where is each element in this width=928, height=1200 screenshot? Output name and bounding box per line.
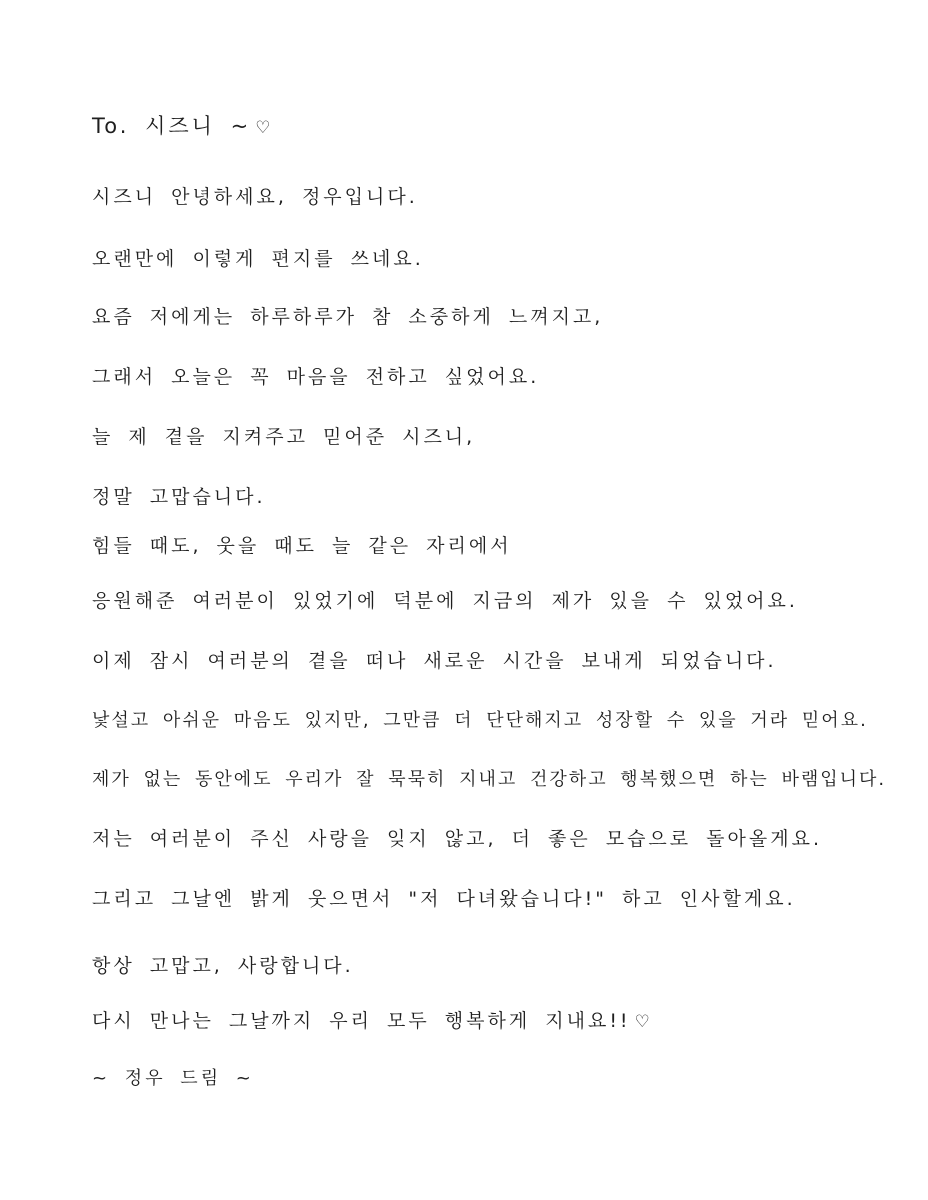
letter-line: 그래서 오늘은 꼭 마음을 전하고 싶었어요. bbox=[92, 366, 540, 388]
letter-line: 제가 없는 동안에도 우리가 잘 묵묵히 지내고 건강하고 행복했으면 하는 바램입니다. bbox=[92, 769, 887, 790]
letter-line: 저는 여러분이 주신 사랑을 잊지 않고, 더 좋은 모습으로 돌아올게요. bbox=[92, 828, 822, 850]
greeting-text: To. 시즈니 ~ bbox=[92, 114, 252, 138]
letter-line: 그리고 그날엔 밝게 웃으면서 "저 다녀왔습니다!" 하고 인사할게요. bbox=[92, 888, 796, 910]
heart-icon: ♡ bbox=[634, 1012, 653, 1032]
heart-icon: ♡ bbox=[255, 118, 274, 138]
letter-line: 항상 고맙고, 사랑합니다. bbox=[92, 955, 354, 977]
letter-line: 힘들 때도, 웃을 때도 늘 같은 자리에서 bbox=[92, 535, 512, 557]
letter-line: 이제 잠시 여러분의 곁을 떠나 새로운 시간을 보내게 되었습니다. bbox=[92, 650, 777, 672]
letter-line: 낯설고 아쉬운 마음도 있지만, 그만큼 더 단단해지고 성장할 수 있을 거라 믿어요. bbox=[92, 710, 868, 731]
letter-line: 오랜만에 이렇게 편지를 쓰네요. bbox=[92, 248, 424, 270]
closing-line bbox=[92, 1012, 653, 1031]
letter-line: 응원해준 여러분이 있었기에 덕분에 지금의 제가 있을 수 있었어요. bbox=[92, 590, 798, 612]
greeting-line bbox=[92, 116, 273, 137]
signature: ~ 정우 드림 ~ bbox=[92, 1068, 254, 1089]
closing-text: 다시 만나는 그날까지 우리 모두 행복하게 지내요!! bbox=[92, 1010, 631, 1032]
letter-line: 늘 제 곁을 지켜주고 믿어준 시즈니, bbox=[92, 426, 476, 448]
letter-line: 정말 고맙습니다. bbox=[92, 486, 266, 508]
letter-line: 시즈니 안녕하세요, 정우입니다. bbox=[92, 186, 418, 208]
letter-line: 요즘 저에게는 하루하루가 참 소중하게 느껴지고, bbox=[92, 306, 604, 328]
